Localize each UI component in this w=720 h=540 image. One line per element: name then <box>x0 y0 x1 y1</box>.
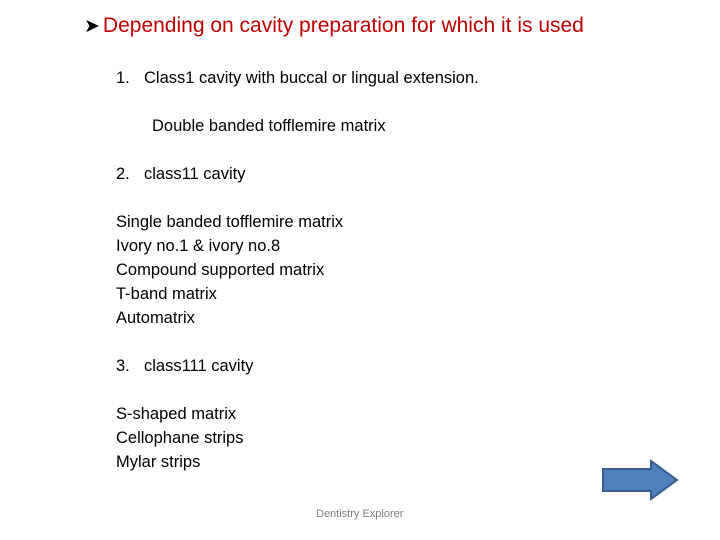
slide-heading <box>84 14 584 38</box>
list-item: T-band matrix <box>116 285 217 303</box>
list-item: Automatrix <box>116 309 195 327</box>
list-item: Double banded tofflemire matrix <box>152 117 386 135</box>
section-number: 3. <box>116 357 130 375</box>
section-3-title <box>116 357 253 376</box>
list-item: Cellophane strips <box>116 429 244 447</box>
list-item: Mylar strips <box>116 453 201 471</box>
section-title: Class1 cavity with buccal or lingual extension. <box>144 69 479 87</box>
next-arrow-icon[interactable] <box>601 459 681 501</box>
list-item: Single banded tofflemire matrix <box>116 213 344 231</box>
footer-text: Dentistry Explorer <box>316 508 404 520</box>
section-title: class111 cavity <box>144 357 254 375</box>
list-item: Compound supported matrix <box>116 261 325 279</box>
section-1-title <box>116 69 479 88</box>
list-item: S-shaped matrix <box>116 405 237 423</box>
section-title: class11 cavity <box>144 165 246 183</box>
section-number: 1. <box>116 69 130 87</box>
arrow-bullet-icon: ➤ <box>84 16 100 37</box>
list-item: Ivory no.1 & ivory no.8 <box>116 237 281 255</box>
section-2-title <box>116 165 245 184</box>
heading-text: Depending on cavity preparation for which it is used <box>102 14 584 37</box>
section-number: 2. <box>116 165 130 183</box>
